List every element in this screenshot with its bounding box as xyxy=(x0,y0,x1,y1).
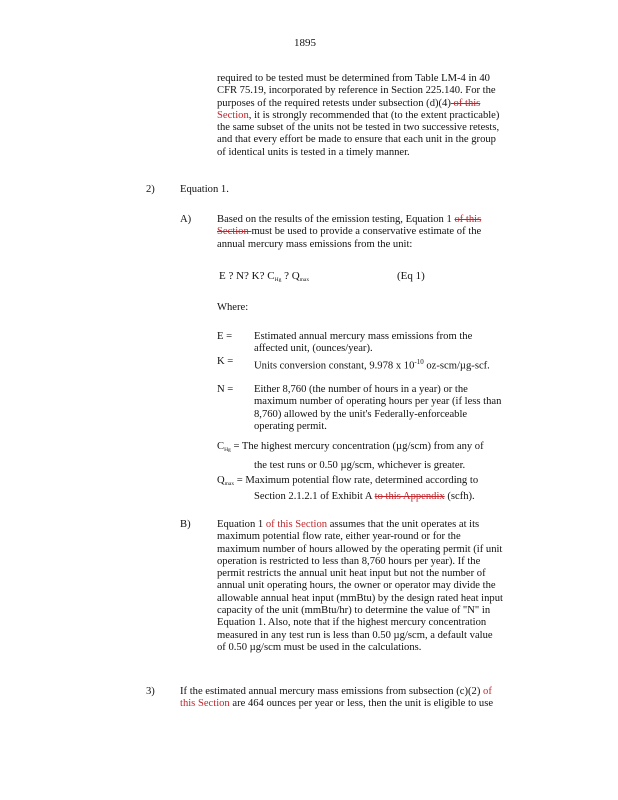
def-n-line-3: 8,760) allowed by the unit's Federally-enforceable xyxy=(254,408,468,420)
def-q-subscript: max xyxy=(224,481,235,487)
def-k-symbol: K = xyxy=(217,356,234,367)
def-k-unit: oz-scm/µg-scf. xyxy=(423,360,490,372)
item-b-line-3: maximum number of hours allowed by the operating permit (if unit xyxy=(217,543,503,555)
def-k-text xyxy=(254,356,490,373)
page-number: 1895 xyxy=(294,37,316,49)
equation-text: E ? N? K? C xyxy=(219,270,275,282)
intro-line-4 xyxy=(217,110,499,122)
def-q-line-1: = Maximum potential flow rate, determined according to xyxy=(236,475,479,486)
def-c-symbol: C xyxy=(217,441,225,452)
item-a-line-3: annual mercury mass emissions from the unit: xyxy=(217,238,413,250)
def-k-body: Units conversion constant, 9.978 x 10 xyxy=(254,360,415,372)
item-3-text: are 464 ounces per year or less, then the unit is eligible to use xyxy=(229,698,494,710)
equation-1 xyxy=(219,270,309,286)
item-3-line-1 xyxy=(180,686,493,698)
item-b-line-4: operation is restricted to less than 8,760 hours per year). If the xyxy=(217,555,481,567)
intro-line-7: of identical units is tested in a timely manner. xyxy=(217,146,410,158)
def-n-line-4: operating permit. xyxy=(254,420,327,432)
def-e-symbol: E = xyxy=(217,331,233,342)
item-a-line-1 xyxy=(217,214,481,226)
equation-label: (Eq 1) xyxy=(397,270,425,282)
item-b-line-6: annual unit operating hours, the owner or operator may divide the xyxy=(217,580,496,592)
item-b-line-10: measured in any test run is less than 0.50 µg/scm, a default value xyxy=(217,629,493,641)
intro-line-5: the same subset of the units not be tested in two successive retests, xyxy=(217,122,500,134)
item-b-line-1 xyxy=(217,519,503,531)
def-n-text xyxy=(254,384,501,433)
item-a-label: A) xyxy=(180,214,192,225)
item-b-line-8: capacity of the unit (mmBtu/hr) to determine the value of "N" in xyxy=(217,605,491,617)
def-q-line-2 xyxy=(254,491,475,503)
def-c-subscript: Hg xyxy=(224,447,231,453)
intro-line-2: CFR 75.19, incorporated by reference in Section 225.140. For the xyxy=(217,85,496,97)
deleted-text: to this Appendix xyxy=(374,491,445,502)
intro-line-3 xyxy=(217,98,499,110)
inserted-text: Section xyxy=(217,109,249,121)
inserted-text: this Section xyxy=(180,698,230,710)
equation-subscript: max xyxy=(299,277,310,283)
item-b-line-5: permit restricts the annual unit heat input but not the number of xyxy=(217,568,486,580)
item-b-line-11: of 0.50 µg/scm must be used in the calculations. xyxy=(217,641,422,653)
intro-line-1: required to be tested must be determined from Table LM-4 in 40 xyxy=(217,73,490,84)
inserted-text: of this Section xyxy=(265,519,328,530)
item-a-paragraph xyxy=(217,214,481,251)
equation-text: ? Q xyxy=(281,270,300,282)
item-b-paragraph xyxy=(217,519,503,654)
def-k-exponent: -10 xyxy=(414,358,424,366)
def-q-row xyxy=(217,475,478,490)
item-a-text: Based on the results of the emission testing, Equation 1 xyxy=(217,214,455,225)
item-2-title: Equation 1. xyxy=(180,184,229,195)
item-b-text: assumes that the unit operates at its xyxy=(327,519,480,530)
deleted-text: Section xyxy=(217,226,252,238)
def-e-line-2: affected unit, (ounces/year). xyxy=(254,343,373,355)
where-label: Where: xyxy=(217,302,249,313)
deleted-text: of this xyxy=(450,97,481,109)
deleted-text: of this xyxy=(454,214,482,225)
intro-paragraph xyxy=(217,73,499,159)
def-e-text xyxy=(254,331,472,356)
def-q-symbol: Q xyxy=(217,475,225,486)
item-a-line-2 xyxy=(217,226,481,238)
equation-subscript: Hg xyxy=(274,277,282,283)
def-n-line-1: Either 8,760 (the number of hours in a year) or the xyxy=(254,384,468,395)
item-2-number: 2) xyxy=(146,184,155,195)
intro-line-6: and that every effort be made to ensure that each unit in the group xyxy=(217,134,496,146)
def-c-line-2: the test runs or 0.50 µg/scm, whichever is greater. xyxy=(254,460,466,471)
item-3-line-2 xyxy=(180,698,493,710)
inserted-text: of xyxy=(483,686,492,697)
intro-text: purposes of the required retests under subsection (d)(4) xyxy=(217,97,451,109)
def-n-line-2: maximum number of operating hours per year (if less than xyxy=(254,396,502,408)
def-e-line-1: Estimated annual mercury mass emissions from the xyxy=(254,331,473,342)
item-b-line-2: maximum potential flow rate, either year-round or for the xyxy=(217,531,461,543)
def-n-symbol: N = xyxy=(217,384,234,395)
item-b-text: Equation 1 xyxy=(217,519,266,530)
def-c-line-1: = The highest mercury concentration (µg/scm) from any of xyxy=(233,441,484,452)
def-q-text: (scfh). xyxy=(444,491,475,502)
item-b-line-7: allowable annual heat input (mmBtu) by the design rated heat input xyxy=(217,592,503,604)
item-3-text: If the estimated annual mercury mass emissions from subsection (c)(2) xyxy=(180,686,484,697)
item-3-paragraph xyxy=(180,686,493,711)
def-q-text: Section 2.1.2.1 of Exhibit A xyxy=(254,491,375,502)
item-a-text: must be used to provide a conservative estimate of the xyxy=(251,226,482,238)
item-b-line-9: Equation 1. Also, note that if the highest mercury concentration xyxy=(217,617,487,629)
item-b-label: B) xyxy=(180,519,191,530)
def-c-row xyxy=(217,441,484,456)
intro-text: , it is strongly recommended that (to the extent practicable) xyxy=(248,109,500,121)
item-3-number: 3) xyxy=(146,686,155,697)
